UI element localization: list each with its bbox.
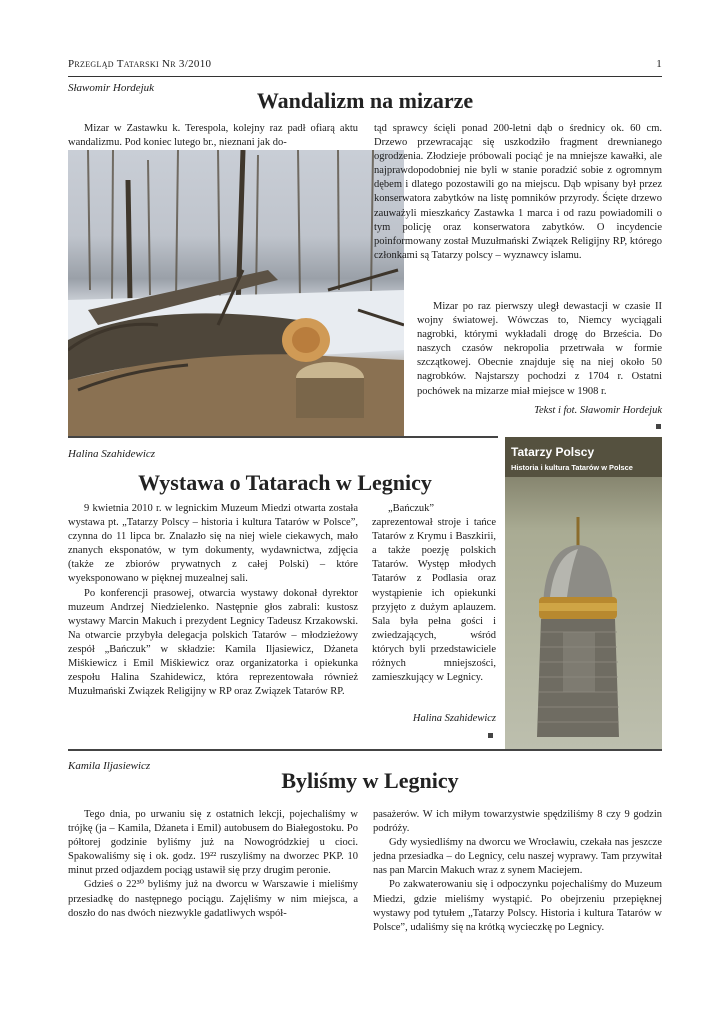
article1-author: Sławomir Hordejuk xyxy=(68,82,155,94)
felled-oak-photo xyxy=(68,150,404,436)
article2-col1 xyxy=(68,502,358,699)
article3-col1-para1: Tego dnia, po urwaniu się z ostatnich lekcji, pojechaliśmy w trójkę (ja – Kamila, Dżaneta i Emil) autobusem do Białegostoku. Po półtorej godzinie byliśmy już na Nowogródzkiej u cioci. Spakowaliśmy się i ok. godz. 19²² ruszyliśmy na dworzec PKP. 10 minut przed odjazdem pociąg ustawił się przy drugim peronie. xyxy=(68,809,358,877)
article2-signature: Halina Szahidewicz xyxy=(412,713,496,724)
felled-oak-image xyxy=(68,150,404,436)
article2-col2 xyxy=(372,502,496,685)
article2-end-mark xyxy=(488,733,493,738)
article3-col2-para3: Po zakwaterowaniu się i odpoczynku pojechaliśmy do Muzeum Miedzi, gdzie mieliśmy wystąpić. Po obejrzeniu przepięknej wystawy pod tytułem „Tatarzy Polscy. Historia i kultura Tatarów w Polsce”, udaliśmy się na krótką wycieczkę po Legnicy. xyxy=(373,879,662,933)
article1-intro-text: Mizar w Zastawku k. Terespola, kolejny raz padł ofiarą aktu wandalizmu. Pod koniec lutego br., nieznani jak do- xyxy=(68,123,358,149)
article1-col2 xyxy=(374,122,662,263)
article3-col1 xyxy=(68,808,358,921)
article3-col2-para1: pasażerów. W ich miłym towarzystwie spędziliśmy 8 czy 9 godzin podróży. xyxy=(373,809,662,835)
running-header xyxy=(68,56,662,76)
article1-signature: Tekst i fot. Sławomir Hordejuk xyxy=(534,405,662,416)
article1-title: Wandalizm na mizarze xyxy=(256,88,474,113)
article1-intro xyxy=(68,122,358,150)
article2-col2-text: „Bańczuk” zaprezentował stroje i tańce Tatarów z Krymu i Baszkirii, a także poezję polskich Tatarów. Występ młodych Tatarów z Podlasia oraz wystąpienie ich opiekunki przyjęto z dużym aplauzem. Sala była pełna gości i zwiedzających, wśród których byli przedstawiciele różnych mniejszości, zamieszkujący w Legnicy. xyxy=(372,503,496,684)
article2-author: Halina Szahidewicz xyxy=(68,448,156,460)
article3-author: Kamila Iljasiewicz xyxy=(68,760,151,772)
article1-end-mark xyxy=(656,424,661,429)
article2-para2: Po konferencji prasowej, otwarcia wystawy dokonał dyrektor muzeum Andrzej Niedzielenko. Następnie głos zabrali: kustosz wystawy Marcin Makuch i prezydent Legnicy Tadeusz Krzakowski. Na otwarcie przybyła delegacja polskich Tatarów – młodzieżowy zespół „Bańczuk” w składzie: Kamila Iljasiewicz, Dżaneta Miśkiewicz i Emil Miśkiewicz oraz organizatorka i opiekunka zespołu Halina Szahidewicz, która reprezentowała również Muzułmański Związek Religijny w RP oraz Związek Tatarów RP. xyxy=(68,587,358,698)
article2-title: Wystawa o Tatarach w Legnicy xyxy=(138,470,432,495)
article3-col1-para2: Gdzieś o 22³⁰ byliśmy już na dworcu w Warszawie i mieliśmy przesiadkę do następnego pociągu. Zajęliśmy w nim miejsca, a doszło do nas dwóch niezwykle gadatliwych współ- xyxy=(68,879,358,919)
article1-divider xyxy=(68,436,498,438)
article1-para2 xyxy=(417,300,662,399)
helmet-image xyxy=(505,437,662,749)
article3-col2 xyxy=(373,808,662,935)
article3-title: Byliśmy w Legnicy xyxy=(281,768,459,793)
page-number: 1 xyxy=(656,58,662,70)
poster-subtitle: Historia i kultura Tatarów w Polsce xyxy=(511,463,633,472)
article2-para1: 9 kwietnia 2010 r. w legnickim Muzeum Miedzi otwarta została wystawa pt. „Tatarzy Polscy – historia i kultura Tatarów w Polsce”, czynna do 11 lipca br. Znalazło się na niej wiele ciekawych, mało znanych eksponatów, w tym dokumenty, wydawnictwa, zdjęcia (także ze zbiorów prywatnych z całej Polski) – które wyeksponowano w pięknej muzealnej sali. xyxy=(68,503,358,585)
header-rule xyxy=(68,76,662,77)
journal-title: Przegląd Tatarski Nr 3/2010 xyxy=(68,58,212,70)
article1-col2-text: tąd sprawcy ścięli ponad 200-letni dąb o średnicy ok. 60 cm. Drzewo przewracając się uszkodziło fragment drewnianego ogrodzenia. Złodzieje próbowali pociąć je na mniejsze kawałki, ale najprawdopodobniej nie byli w stanie poradzić sobie z ogromnym dębem i dlatego pozostawili go na miejscu. Dąb wpisany był przez konserwatora zabytków na listę pomników przyrody. Ścięte drzewo zauważyli mieszkańcy Zastawka 1 marca i od razu powiadomili o tym policję oraz konserwatora zabytków. O incydencie poinformowany został Muzułmański Związek Religijny RP, którego członkami są Tatarzy polscy – wyznawcy islamu. xyxy=(374,123,662,261)
article2-divider xyxy=(68,749,662,751)
exhibition-poster-photo xyxy=(505,437,662,749)
article1-para2-text: Mizar po raz pierwszy uległ dewastacji w czasie II wojny światowej. Wówczas to, Niemcy wyciągali nagrobki, którymi wykładali drogę do Brześcia. Do naszych czasów nekropolia przetrwała w formie szczątkowej. Obecnie znajduje się na niej około 50 nagrobków. Najstarszy pochodzi z 1704 r. Ostatni pochówek na mizarze miał miejsce w 1908 r. xyxy=(417,301,662,397)
poster-title: Tatarzy Polscy xyxy=(511,445,595,459)
article3-col2-para2: Gdy wysiedliśmy na dworcu we Wrocławiu, czekała nas jeszcze jedna przesiadka – do Legnicy, celu naszej wyprawy. Tam przywitał nas pan Marcin Makuch wraz z synem Maciejem. xyxy=(373,837,662,877)
